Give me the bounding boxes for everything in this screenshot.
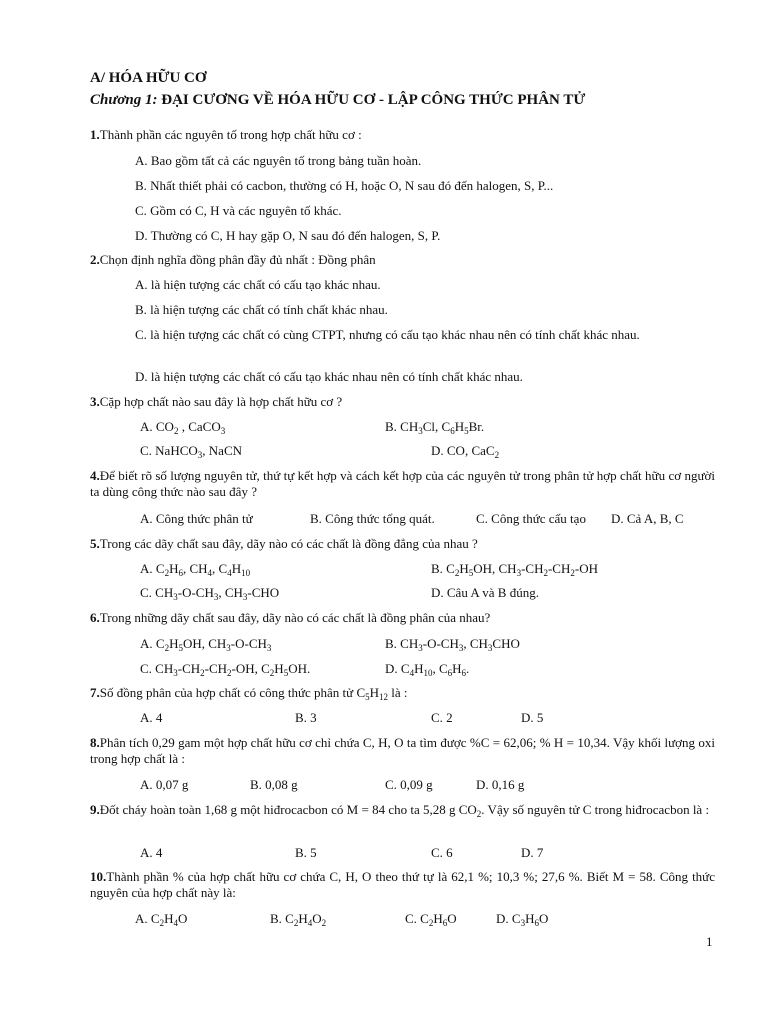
option-c: C. 0,09 g (385, 777, 433, 792)
question-5 (90, 536, 715, 552)
question-text: Thành phần các nguyên tố trong hợp chất hữu cơ : (99, 127, 362, 142)
option-d: D. Câu A và B đúng. (431, 585, 539, 600)
question-number: 4. (90, 468, 100, 483)
option-b: B. $CH_3Cl$, $C_6H_5Br$. (385, 419, 485, 436)
option-a: A. 0,07 g (140, 777, 189, 792)
question-4 (90, 468, 715, 500)
chapter-name: ĐẠI CƯƠNG VỀ HÓA HỮU CƠ - LẬP CÔNG THỨC PHÂN TỬ (157, 92, 586, 108)
option-a: A. $C_2H_5OH$, $CH_3-O-CH_3$ (140, 636, 272, 653)
option-b: B. Công thức tổng quát. (310, 511, 435, 526)
question-7: 7.Số đồng phân của hợp chất có công thức phân tử $C_5H_{12}$ là : (90, 685, 408, 702)
option-c: C. NaHCO$_3$, NaCN (140, 443, 242, 460)
section-title: A/ HÓA HỮU CƠ (90, 70, 207, 86)
option-a: A. $C_2H_6$, $CH_4$, $C_4H_{10}$ (140, 561, 251, 578)
option-d: D. $C_4H_{10}$, $C_6H_6$. (385, 661, 470, 678)
option-d: D. là hiện tượng các chất có cấu tạo khác nhau nên có tính chất khác nhau. (135, 369, 523, 384)
chapter-label: Chương 1: (90, 92, 158, 108)
question-number: 6. (90, 610, 100, 625)
question-number: 1. (90, 127, 100, 142)
question-1 (90, 127, 715, 143)
question-number: 3. (90, 394, 100, 409)
option-d: D. 7 (521, 845, 544, 860)
option-d: D. Thường có C, H hay gặp O, N sau đó đến halogen, S, P. (135, 228, 441, 243)
option-b: B. 5 (295, 845, 317, 860)
question-number: 10. (90, 869, 107, 884)
question-6 (90, 610, 715, 626)
option-c: C. Công thức cấu tạo (476, 511, 586, 526)
question-number: 5. (90, 536, 100, 551)
option-a: A. Bao gồm tất cả các nguyên tố trong bảng tuần hoàn. (135, 153, 422, 168)
option-d: D. CO, CaC$_2$ (431, 443, 500, 460)
question-3 (90, 394, 715, 410)
option-c: C. Gồm có C, H và các nguyên tố khác. (135, 203, 342, 218)
question-number: 7. (90, 685, 100, 700)
option-b: B. $C_2H_4O_2$ (270, 911, 327, 928)
question-2 (90, 252, 715, 268)
chapter-title (90, 92, 585, 108)
option-b: B. 3 (295, 710, 317, 725)
question-9: 9.Đốt cháy hoàn toàn 1,68 g một hiđrocacbon có M = 84 cho ta 5,28 g $CO_2$. Vậy số nguyên tử C trong hiđrocacbon là : (90, 802, 710, 819)
question-number: 9. (90, 802, 100, 817)
option-c: C. $CH_3-CH_2-CH_2-OH$, $C_2H_5OH$. (140, 661, 311, 678)
option-d: D. Cả A, B, C (611, 511, 684, 526)
option-d: D. 5 (521, 710, 544, 725)
option-d: D. $C_3H_6O$ (496, 911, 549, 928)
option-c: C. là hiện tượng các chất có cùng CTPT, nhưng có cấu tạo khác nhau nên có tính chất khác nhau. (135, 327, 640, 342)
option-a: A. 4 (140, 710, 163, 725)
option-b: B. 0,08 g (250, 777, 298, 792)
option-b: B. Nhất thiết phải có cacbon, thường có H, hoặc O, N sau đó đến halogen, S, P... (135, 178, 554, 193)
question-number: 2. (90, 252, 100, 267)
option-b: B. $CH_3-O-CH_3$, $CH_3CHO$ (385, 636, 520, 653)
option-c: C. $CH_3-O-CH_3$, $CH_3$-CHO (140, 585, 280, 602)
question-text: Chọn định nghĩa đồng phân đầy đủ nhất : Đồng phân (99, 252, 376, 267)
question-text: Cặp hợp chất nào sau đây là hợp chất hữu cơ ? (99, 394, 343, 409)
option-c: C. $C_2H_6O$ (405, 911, 457, 928)
option-a: A. $CO_2$ , CaCO$_3$ (140, 419, 226, 436)
option-b: B. $C_2H_5OH$, $CH_3-CH_2-CH_2-OH$ (431, 561, 598, 578)
page-number: 1 (706, 934, 713, 949)
option-c: C. 6 (431, 845, 453, 860)
question-text: Để biết rõ số lượng nguyên tử, thứ tự kết hợp và cách kết hợp của các nguyên tử trong phân tử hợp chất hữu cơ người ta dùng công thức nào sau đây ? (90, 468, 715, 499)
option-d: D. 0,16 g (476, 777, 525, 792)
option-b: B. là hiện tượng các chất có tính chất khác nhau. (135, 302, 388, 317)
question-number: 8. (90, 735, 100, 750)
question-text: Thành phần % của hợp chất hữu cơ chứa C, H, O theo thứ tự là 62,1 %; 10,3 %; 27,6 %. Biết M = 58. Công thức nguyên của hợp chất này là: (90, 869, 715, 900)
question-text: Trong những dãy chất sau đây, dãy nào có các chất là đồng phân của nhau? (99, 610, 491, 625)
option-a: A. là hiện tượng các chất có cấu tạo khác nhau. (135, 277, 381, 292)
option-a: A. $C_2H_4O$ (135, 911, 188, 928)
question-text: Trong các dãy chất sau đây, dãy nào có các chất là đồng đẳng của nhau ? (99, 536, 478, 551)
question-8 (90, 735, 715, 767)
question-text: Phân tích 0,29 gam một hợp chất hữu cơ chỉ chứa C, H, O ta tìm được %C = 62,06; % H = 10,34. Vậy khối lượng oxi trong hợp chất là : (90, 735, 715, 766)
option-c: C. 2 (431, 710, 453, 725)
option-a: A. Công thức phân tử (140, 511, 253, 526)
option-a: A. 4 (140, 845, 163, 860)
question-10 (90, 869, 715, 901)
